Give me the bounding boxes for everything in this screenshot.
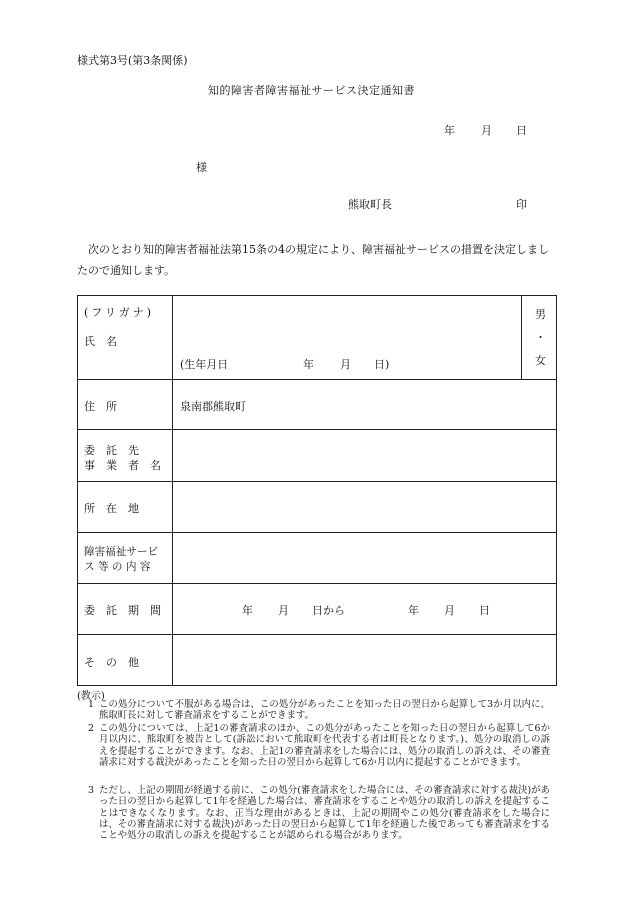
note-item-2 — [88, 723, 550, 768]
note-text: この処分について不服がある場合は、この処分があったことを知った日の翌日から起算して3か月以内に、熊取町長に対して審査請求をすることができます。 — [99, 699, 550, 722]
period-end-day: 日 — [479, 604, 490, 617]
period-end-year: 年 — [408, 604, 419, 617]
note-item-1 — [88, 699, 550, 722]
gender-female: 女 — [535, 354, 546, 367]
note-number: 3 — [88, 785, 94, 796]
contractor-label-2: 事 業 者 名 — [84, 459, 161, 472]
note-text: ただし、上記の期間が経過する前に、この処分(審査請求をした場合には、その審査請求に対する裁決)があった日の翌日から起算して1年を経過した場合は、審査請求をすることや処分の取消しの訴えを提起することはできなくなります。なお、正当な理由があるときは、上記の期間やこの処分(審査請求をした場合には、その審査請求に対する裁決)があった日の翌日から起算して1年を経過した後であっても審査請求をすることや処分の取消しの訴えを提起することが認められる場合があります。 — [99, 785, 550, 842]
birth-date-label: (生年月日 — [180, 358, 229, 371]
service-label-2: ス 等 の 内 容 — [84, 561, 151, 573]
birth-month-label: 月 — [340, 358, 351, 371]
contractor-label-1: 委 託 先 — [84, 444, 139, 457]
decision-form-table — [77, 295, 557, 686]
note-number: 1 — [88, 699, 94, 710]
note-text: この処分については、上記1の審査請求のほか、この処分があったことを知った日の翌日から起算して6か月以内に、熊取町を被告として(訴訟において熊取町を代表する者は町長となります。)、処分の取消しの訴えを提起することができます。なお、上記1の審査請求をした場合には、処分の取消しの訴えは、その審査請求に対する裁決があったことを知った日の翌日から起算して6か月以内に提起することができます。 — [99, 723, 550, 768]
issuer-name: 熊取町長 — [348, 198, 392, 211]
recipient-suffix: 様 — [196, 161, 207, 174]
gender-separator: ・ — [535, 331, 546, 344]
period-label: 委 託 期 間 — [84, 604, 161, 617]
seal-mark: 印 — [516, 198, 527, 211]
service-label-1: 障害福祉サービ — [84, 546, 159, 558]
birth-day-label: 日) — [374, 358, 390, 371]
date-year: 年 — [444, 124, 455, 137]
location-label: 所 在 地 — [84, 502, 139, 515]
period-start-month: 月 — [278, 604, 289, 617]
gender-male: 男 — [535, 308, 546, 321]
period-start-year: 年 — [242, 604, 253, 617]
name-label-text: 氏 名 — [84, 335, 117, 348]
birth-year-label: 年 — [303, 358, 314, 371]
address-value: 泉南郡熊取町 — [180, 400, 246, 413]
page-title: 知的障害者障害福祉サービス決定通知書 — [208, 84, 415, 97]
name-label — [84, 333, 166, 349]
date-month: 月 — [481, 124, 492, 137]
period-start-day: 日から — [312, 604, 345, 617]
other-label: そ の 他 — [84, 656, 139, 669]
note-item-3 — [88, 785, 550, 841]
notes-title: (教示) — [77, 691, 105, 702]
furigana-label: (フリガナ) — [84, 306, 155, 319]
note-number: 2 — [88, 723, 94, 734]
date-day: 日 — [516, 124, 527, 137]
address-label: 住 所 — [84, 400, 117, 413]
form-number: 様式第3号(第3条関係) — [77, 54, 188, 67]
intro-paragraph: 次のとおり知的障害者福祉法第15条の4の規定により、障害福祉サービスの措置を決定しましたので通知します。 — [77, 243, 549, 277]
period-end-month: 月 — [444, 604, 455, 617]
